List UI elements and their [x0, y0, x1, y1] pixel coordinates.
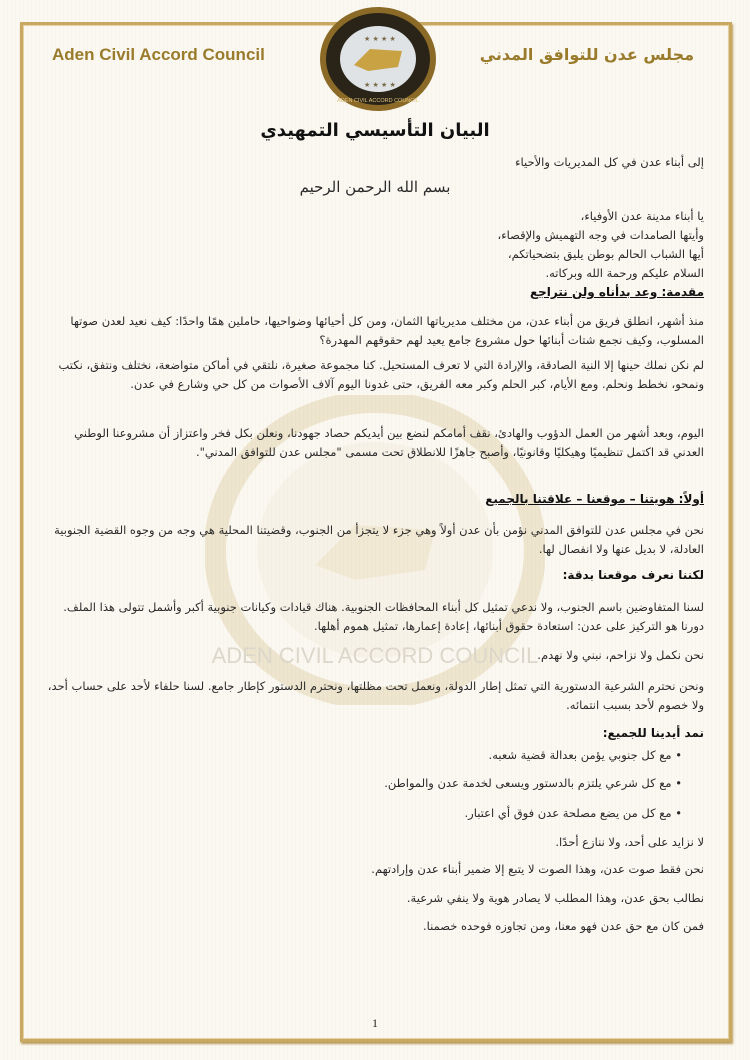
position-paragraph: لسنا المتفاوضين باسم الجنوب، ولا ندعي تمثيل كل أبناء المحافظات الجنوبية. هناك قيادات وكيانات جنوبية أكبر وأشمل تتولى هذا الملف. دورنا هو التركيز على عدن: استعادة حقوق أبنائها، إعادة إعمارها، تمثيل هموم أهلها. — [63, 600, 704, 633]
hands-heading: نمد أيدينا للجميع: — [602, 726, 704, 740]
page-number: 1 — [372, 1016, 378, 1030]
section1-heading: أولاً: هويتنا – موقعنا – علاقتنا بالجميع — [485, 492, 704, 506]
greeting-line: السلام عليكم ورحمة الله وبركاته. — [545, 266, 704, 280]
svg-text:★ ★ ★ ★: ★ ★ ★ ★ — [364, 35, 396, 43]
greeting-line: وأيتها الصامدات في وجه التهميش والإقصاء، — [497, 228, 704, 242]
document-title: البيان التأسيسي التمهيدي — [260, 120, 490, 141]
greeting-line: يا أبناء مدينة عدن الأوفياء، — [580, 209, 704, 223]
watermark-text: ADEN CIVIL ACCORD COUNCIL — [211, 643, 539, 668]
intro-paragraph: اليوم، وبعد أشهر من العمل الدؤوب والهادئ، نقف أمامكم لنضع بين أيديكم حصاد جهودنا، ونعلن بكل فخر واعتزاز أن مشروعنا الوطني العدني قد اكتمل تنظيميًا وهيكليًا وقانونيًا، وأصبح جاهزًا للانطلاق تحت مسمى "مجلس عدن للتوافق المدني". — [74, 426, 704, 459]
org-name-arabic: مجلس عدن للتوافق المدني — [479, 45, 694, 64]
position-paragraph: نحن نكمل ولا نزاحم، نبني ولا نهدم. — [537, 648, 704, 662]
intro-heading: مقدمة: وعد بدأناه ولن نتراجع — [529, 285, 704, 299]
address-line: إلى أبناء عدن في كل المديريات والأحياء — [515, 155, 704, 169]
closing-line: نطالب بحق عدن، وهذا المطلب لا يصادر هوية ولا ينفي شرعية. — [406, 891, 704, 905]
closing-line: نحن فقط صوت عدن، وهذا الصوت لا يتبع إلا ضمير أبناء عدن وإرادتهم. — [371, 862, 704, 876]
position-paragraph: ونحن نحترم الشرعية الدستورية التي تمثل إطار الدولة، ونعمل تحت مظلتها، ونحترم الدستور كإطار جامع. لسنا حلفاء لأحد على حساب أحد، ولا خصوم لأحد بسبب انتمائه. — [47, 679, 704, 712]
svg-text:★ ★ ★ ★: ★ ★ ★ ★ — [364, 81, 396, 89]
intro-paragraph: لم نكن نملك حينها إلا النية الصادقة، والإرادة التي لا تعرف المستحيل. كنا مجموعة صغيرة، نلتقي في أماكن متواضعة، نختلف ونتفق، نكتب ونمحو، نخطط ونحلم. ومع الأيام، كبر الحلم وكبر معه الفريق، حتى غدونا اليوم آلاف الأصوات من كل حي وشارع في عدن. — [58, 358, 704, 391]
section1-paragraph: نحن في مجلس عدن للتوافق المدني نؤمن بأن عدن أولاً وهي جزء لا يتجزأ من الجنوب، وقضيتنا المحلية هي وجه من وجوه القضية الجنوبية العادلة، لا بديل عنها ولا انفصال لها. — [54, 523, 704, 556]
position-heading: لكننا نعرف موقعنا بدقة: — [562, 568, 704, 582]
logo-ring-text: ADEN CIVIL ACCORD COUNCIL — [337, 98, 419, 104]
closing-line: لا نزايد على أحد، ولا ننازع أحدًا. — [555, 835, 704, 849]
bullet-item: • مع كل من يضع مصلحة عدن فوق أي اعتبار. — [464, 806, 682, 820]
council-logo — [318, 5, 438, 113]
bullet-item: • مع كل جنوبي يؤمن بعدالة قضية شعبه. — [488, 748, 682, 762]
greeting — [44, 207, 704, 283]
bullet-text: مع كل جنوبي يؤمن بعدالة قضية شعبه. — [488, 748, 672, 762]
org-name-english: Aden Civil Accord Council — [52, 45, 265, 64]
bullet-text: مع كل شرعي يلتزم بالدستور ويسعى لخدمة عدن والمواطن. — [384, 776, 672, 790]
greeting-line: أيها الشباب الحالم بوطن يليق بتضحياتكم، — [507, 247, 704, 261]
bullet-text: مع كل من يضع مصلحة عدن فوق أي اعتبار. — [464, 806, 672, 820]
basmala: بسم الله الرحمن الرحيم — [299, 178, 451, 196]
closing-line: فمن كان مع حق عدن فهو معنا، ومن تجاوزه فوحده خصمنا. — [422, 919, 704, 933]
intro-paragraph: منذ أشهر، انطلق فريق من أبناء عدن، من مختلف مديرياتها الثمان، ومن كل أحيائها وضواحيها، حاملين همًا واحدًا: كيف نعيد لعدن صوتها المسلوب، وكيف نجمع شتات أبنائها حول مشروع جامع يعيد لهم حقوقهم المهدرة؟ — [70, 314, 704, 347]
bullet-item: • مع كل شرعي يلتزم بالدستور ويسعى لخدمة عدن والمواطن. — [384, 776, 682, 790]
